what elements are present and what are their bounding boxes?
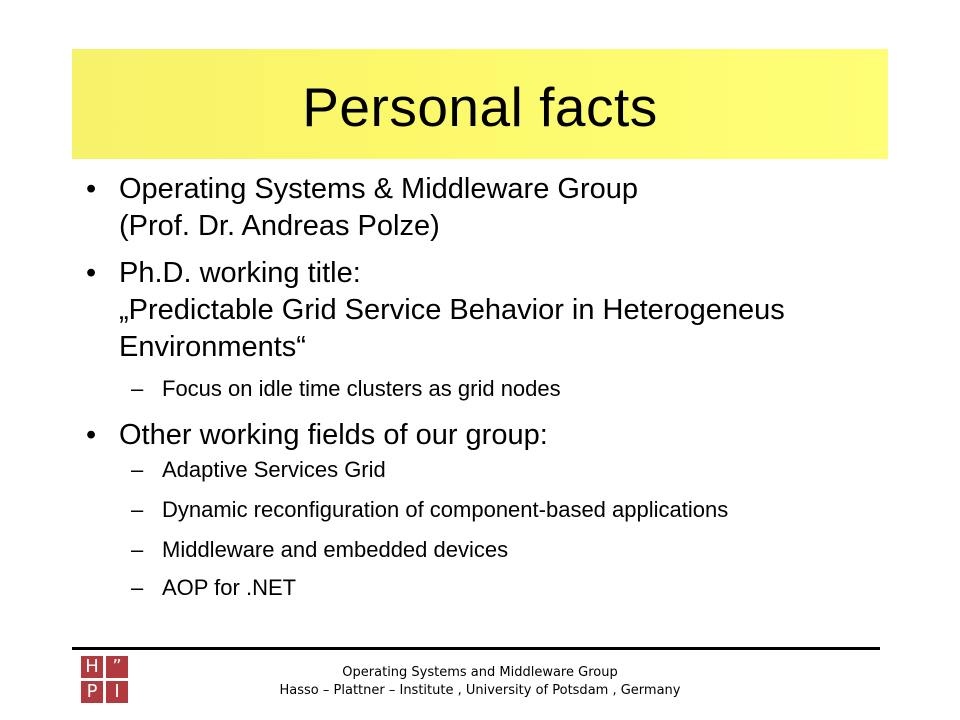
logo-cell-p: P: [81, 681, 103, 703]
bullet-text-line: (Prof. Dr. Andreas Polze): [119, 210, 440, 242]
sub-item-text: AOP for .NET: [162, 575, 297, 600]
bullet-text-line: „Predictable Grid Service Behavior in Heterogeneus: [119, 294, 785, 326]
footer-group-name: Operating Systems and Middleware Group: [342, 665, 618, 680]
bullet-text-line: Other working fields of our group:: [119, 419, 548, 451]
sub-dash: –: [131, 537, 144, 562]
sub-dash: –: [131, 457, 144, 482]
slide-title: Personal facts: [302, 76, 658, 138]
sub-item-text: Adaptive Services Grid: [162, 457, 386, 482]
logo-cell-i: I: [106, 681, 128, 703]
sub-item-text: Focus on idle time clusters as grid nodes: [162, 376, 561, 401]
sub-dash: –: [131, 497, 144, 522]
sub-item: [0, 496, 960, 524]
bullet-text-line: Operating Systems & Middleware Group: [119, 173, 638, 205]
sub-item-text: Middleware and embedded devices: [162, 537, 509, 562]
logo-cell-quote: ”: [106, 656, 128, 678]
footer-divider: [72, 647, 880, 650]
bullet-dot: •: [86, 173, 97, 205]
bullet-item: [0, 170, 960, 246]
sub-dash: –: [131, 376, 144, 401]
sub-item: [0, 536, 960, 564]
sub-item-text: Dynamic reconfiguration of component-based applications: [162, 497, 729, 522]
sub-item: [0, 456, 960, 484]
bullet-text-line: Ph.D. working title:: [119, 257, 361, 289]
logo-cell-h: H: [81, 656, 103, 678]
footer-institute: Hasso – Plattner – Institute , University of Potsdam , Germany: [279, 683, 681, 698]
sub-item: [0, 574, 960, 602]
bullet-dot: •: [86, 419, 97, 451]
bullet-item: [0, 416, 960, 454]
bullet-item: [0, 254, 960, 368]
bullet-dot: •: [86, 257, 97, 289]
sub-item: [0, 375, 960, 403]
sub-dash: –: [131, 575, 144, 600]
bullet-text-line: Environments“: [119, 331, 306, 363]
